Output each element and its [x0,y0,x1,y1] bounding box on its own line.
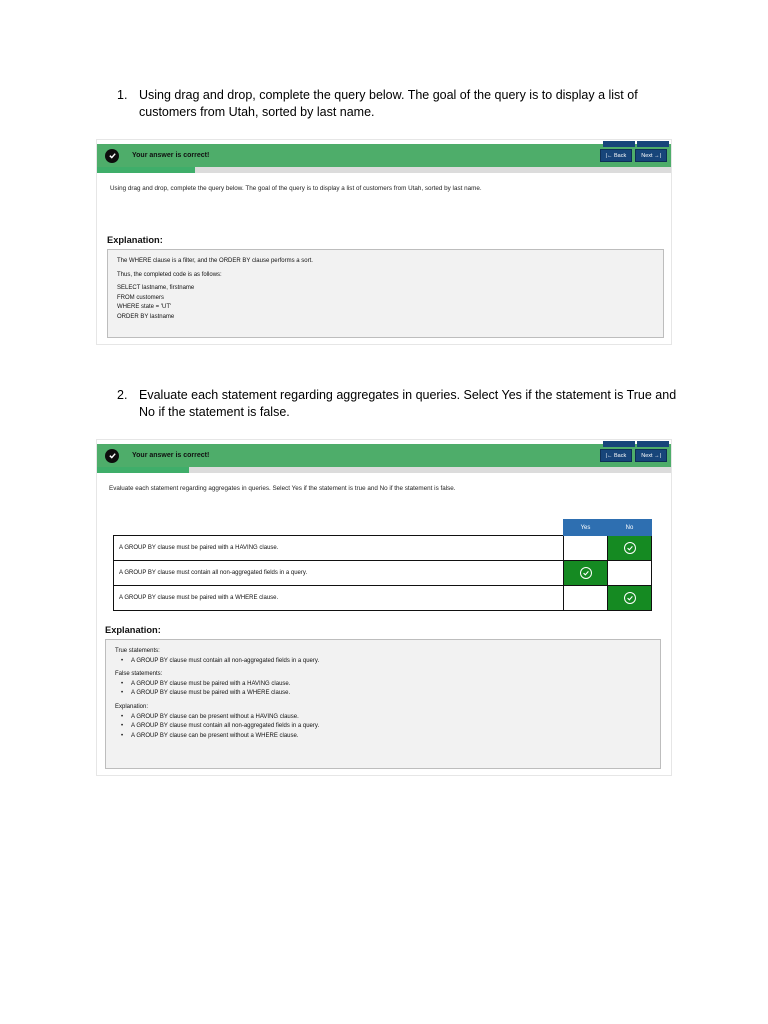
list-item: • A GROUP BY clause must contain all non-aggregated fields in a query. [115,722,651,732]
answer-card-2 [96,439,672,776]
question-text: Evaluate each statement regarding aggregates in queries. Select Yes if the statement is True and No if the statement is false. [139,388,677,419]
check-circle-icon [580,567,592,579]
explanation-box [107,249,664,338]
result-text: Your answer is correct! [132,152,210,159]
question-2-heading [117,387,677,421]
explanation-box [105,639,661,769]
code-line: WHERE state = 'UT' [117,304,172,311]
explanation-title: Explanation: [105,625,161,635]
list-item: • A GROUP BY clause can be present without a WHERE clause. [115,732,651,742]
list-item: • A GROUP BY clause must be paired with a HAVING clause. [115,680,651,690]
true-list [115,657,651,667]
question-1-heading [117,87,677,121]
answer-card-1 [96,139,672,345]
result-banner [97,144,671,167]
statement-text: A GROUP BY clause must be paired with a HAVING clause. [114,536,564,561]
check-circle-icon [624,592,636,604]
back-button[interactable]: |← Back [600,149,633,162]
explanation-line: Thus, the completed code is as follows: [117,271,222,278]
code-line: SELECT lastname, firstname [117,285,195,292]
result-text: Your answer is correct! [132,452,210,459]
yes-option[interactable] [564,536,608,561]
list-item: • A GROUP BY clause can be present without a HAVING clause. [115,713,651,723]
yes-column-header: Yes [564,520,608,536]
explanation-list [115,713,651,742]
back-button[interactable]: |← Back [600,449,633,462]
progress-bar [97,167,671,173]
code-line: ORDER BY lastname [117,313,175,320]
next-button[interactable]: Next →| [635,149,667,162]
question-text: Using drag and drop, complete the query below. The goal of the query is to display a list of customers from Utah, sorted by last name. [139,88,638,119]
table-row [114,586,652,611]
list-item: • A GROUP BY clause must contain all non-aggregated fields in a query. [115,657,651,667]
progress-fill [97,467,189,473]
yes-option[interactable] [564,561,608,586]
progress-bar [97,467,671,473]
false-statements-heading: False statements: [115,671,163,678]
explanation-line: The WHERE clause is a filter, and the ORDER BY clause performs a sort. [117,258,313,264]
result-banner [97,444,671,467]
check-circle-icon [105,149,119,163]
statement-text: A GROUP BY clause must contain all non-aggregated fields in a query. [114,561,564,586]
toolbar-stub [601,434,669,442]
explanation-heading: Explanation: [115,703,149,710]
no-option[interactable] [608,561,652,586]
no-column-header: No [608,520,652,536]
list-item: • A GROUP BY clause must be paired with a WHERE clause. [115,689,651,699]
answer-table [113,519,652,611]
no-option[interactable] [608,586,652,611]
table-row [114,561,652,586]
question-prompt: Using drag and drop, complete the query below. The goal of the query is to display a list of customers from Utah, sorted by last name. [110,185,482,192]
question-number: 1. [117,88,128,102]
table-row [114,536,652,561]
true-statements-heading: True statements: [115,648,160,654]
next-button[interactable]: Next →| [635,449,667,462]
yes-option[interactable] [564,586,608,611]
progress-fill [97,167,195,173]
check-circle-icon [105,449,119,463]
question-number: 2. [117,388,128,402]
toolbar-stub [601,134,669,142]
code-line: FROM customers [117,294,165,301]
statement-text: A GROUP BY clause must be paired with a WHERE clause. [114,586,564,611]
no-option[interactable] [608,536,652,561]
question-prompt: Evaluate each statement regarding aggregates in queries. Select Yes if the statement is true and No if the statement is false. [109,485,456,492]
check-circle-icon [624,542,636,554]
explanation-title: Explanation: [107,235,163,245]
false-list [115,680,651,699]
